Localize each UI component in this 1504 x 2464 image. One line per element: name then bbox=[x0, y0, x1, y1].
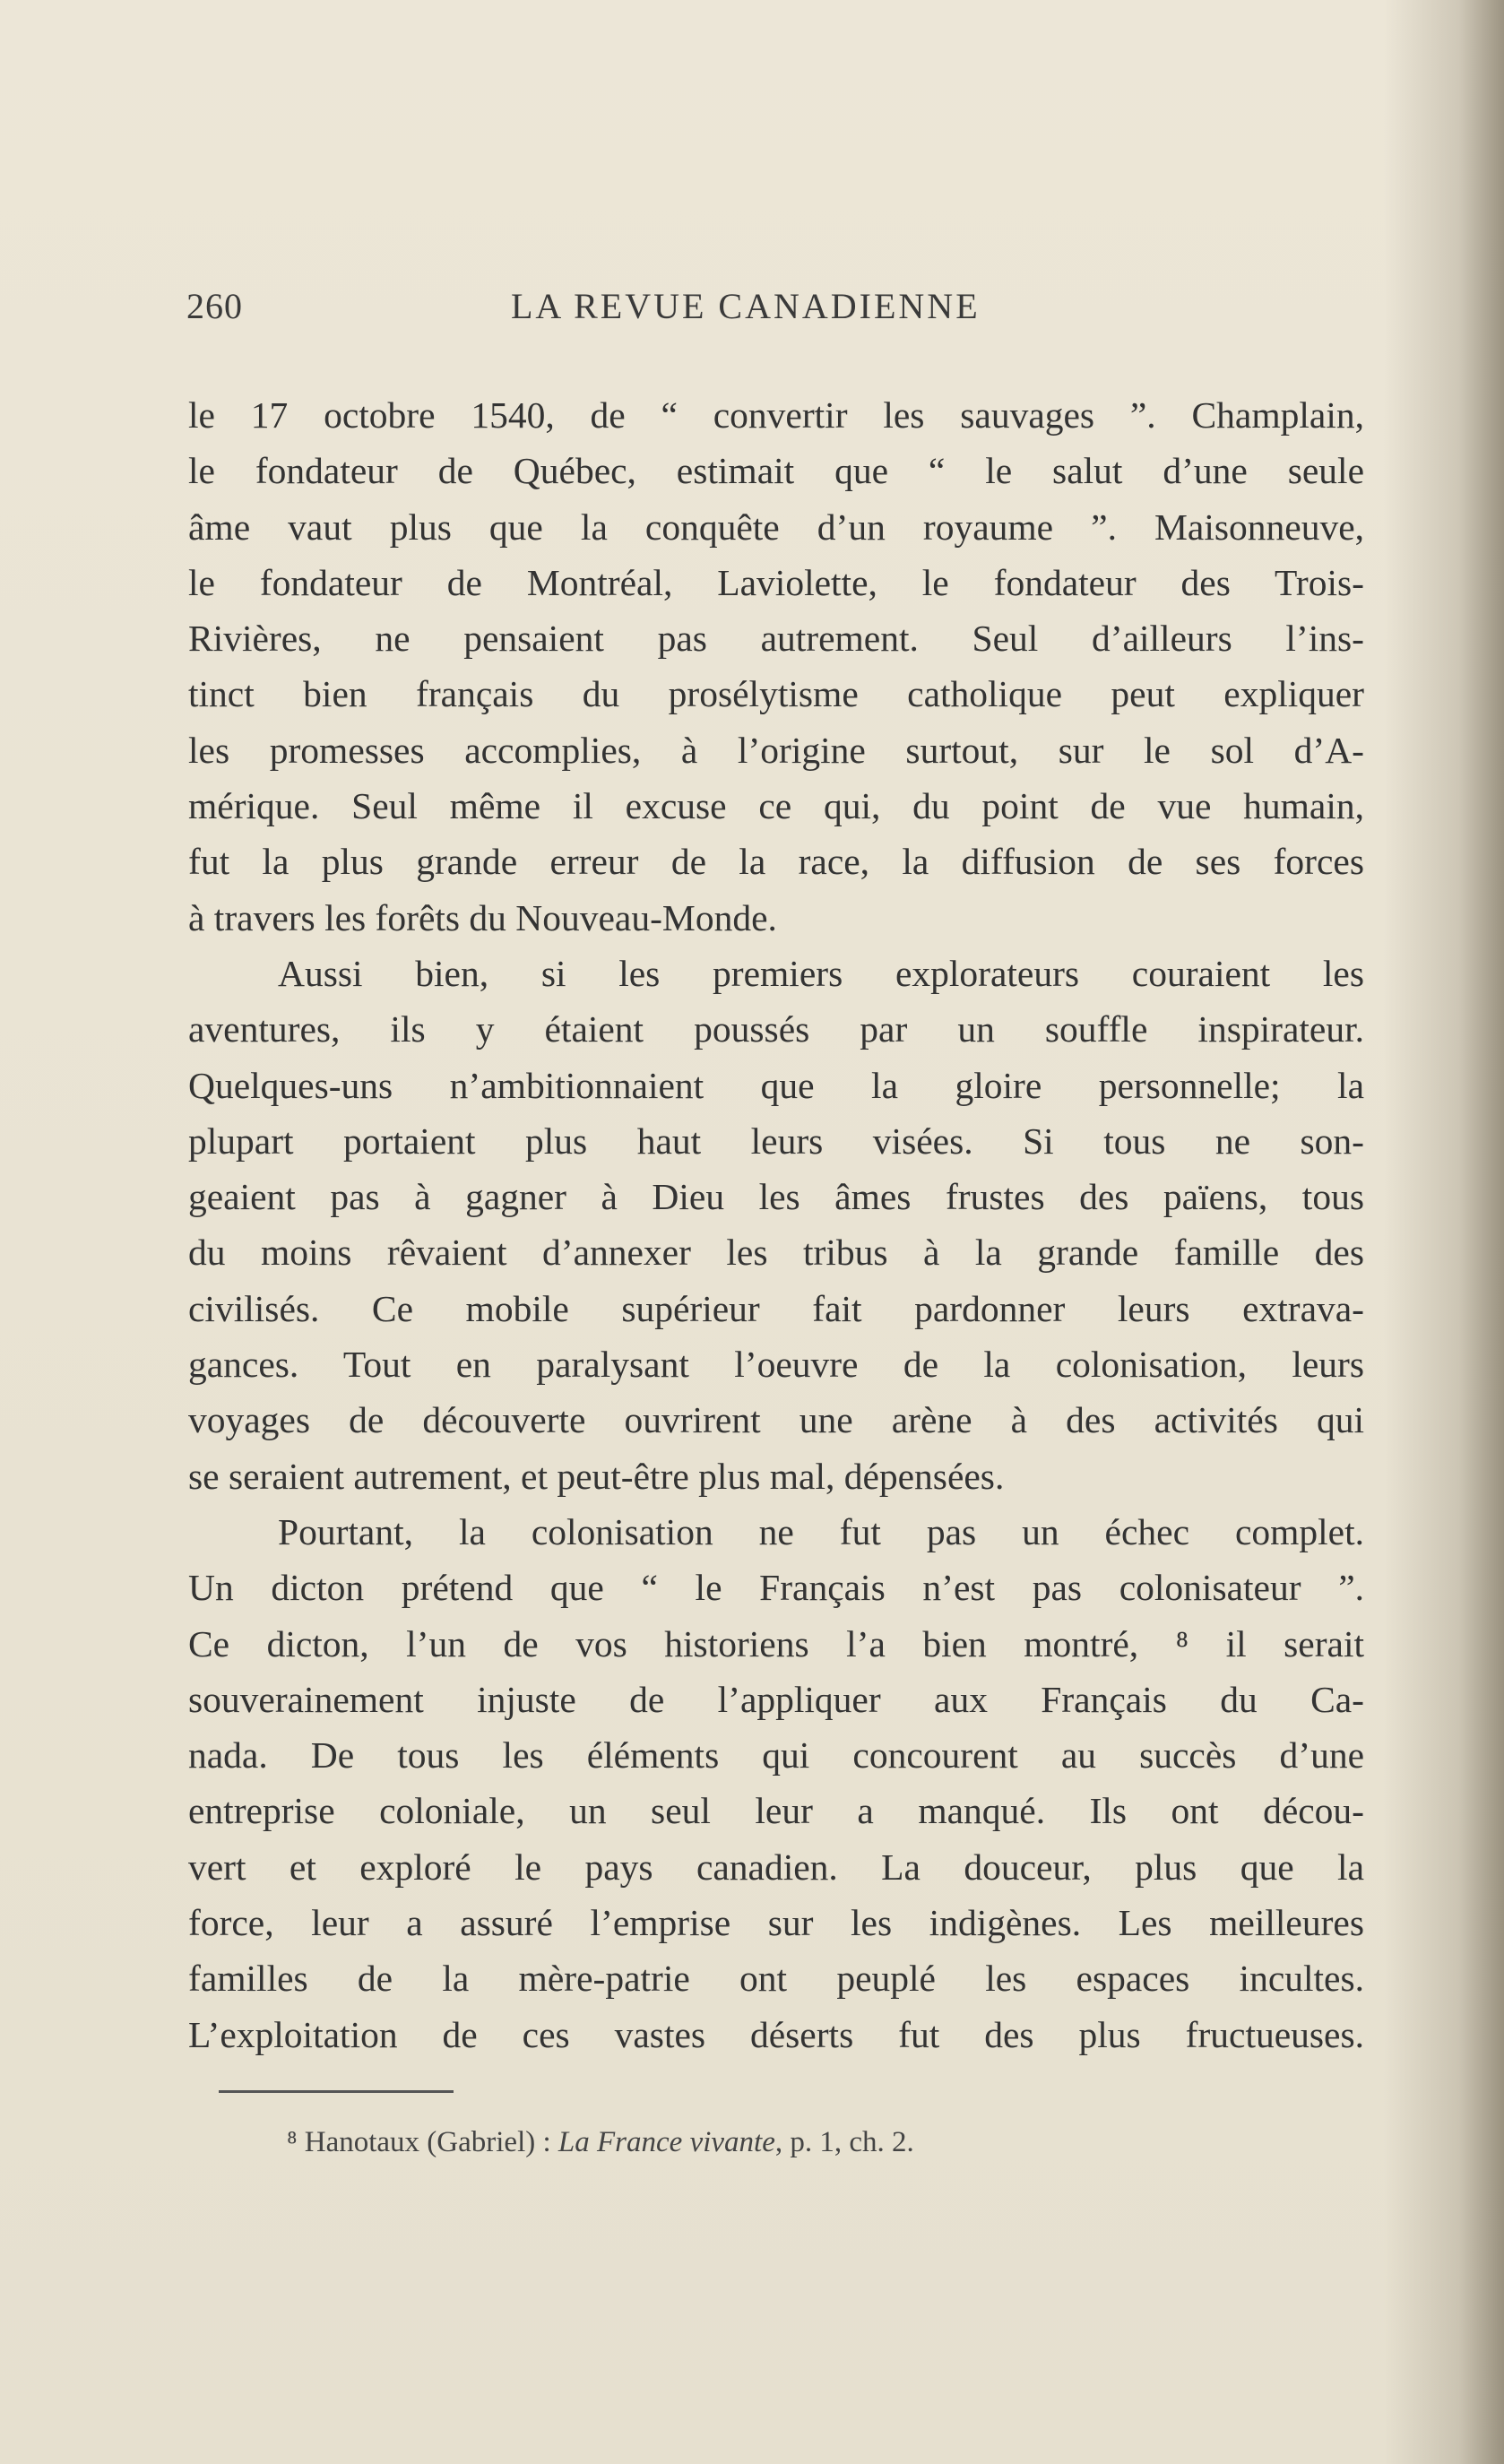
text-line: âme vaut plus que la conquête d’un royaume ”. Maisonneuve, bbox=[188, 506, 1364, 548]
journal-title: LA REVUE CANADIENNE bbox=[511, 286, 981, 326]
text-line: geaient pas à gagner à Dieu les âmes frustes des païens, tous bbox=[188, 1176, 1364, 1218]
text-line: Un dicton prétend que “ le Français n’est pas colonisateur ”. bbox=[188, 1567, 1364, 1609]
text-line: familles de la mère-patrie ont peuplé les espaces incultes. bbox=[188, 1958, 1364, 2000]
text-line: tinct bien français du prosélytisme catholique peut expliquer bbox=[188, 673, 1364, 715]
page-number: 260 bbox=[186, 286, 243, 326]
text-line: le fondateur de Québec, estimait que “ le salut d’une seule bbox=[188, 450, 1364, 492]
text-line: se seraient autrement, et peut-être plus mal, dépensées. bbox=[188, 1455, 1005, 1497]
text-line: vert et exploré le pays canadien. La douceur, plus que la bbox=[188, 1846, 1364, 1888]
text-line: aventures, ils y étaient poussés par un souffle inspirateur. bbox=[188, 1008, 1364, 1050]
text-line: force, leur a assuré l’emprise sur les indigènes. Les meilleures bbox=[188, 1902, 1364, 1944]
paragraph-2 bbox=[188, 946, 1364, 1504]
paragraph-1 bbox=[188, 387, 1364, 946]
text-line: entreprise coloniale, un seul leur a manqué. Ils ont décou- bbox=[188, 1790, 1364, 1832]
text-line: les promesses accomplies, à l’origine surtout, sur le sol d’A- bbox=[188, 729, 1364, 771]
footnote-marker: ⁸ bbox=[287, 2126, 298, 2158]
text-line: le 17 octobre 1540, de “ convertir les sauvages ”. Champlain, bbox=[188, 394, 1364, 436]
text-line: gances. Tout en paralysant l’oeuvre de la colonisation, leurs bbox=[188, 1344, 1364, 1386]
text-line: Ce dicton, l’un de vos historiens l’a bien montré, ⁸ il serait bbox=[188, 1622, 1364, 1664]
text-line: mérique. Seul même il excuse ce qui, du point de vue humain, bbox=[188, 785, 1364, 827]
footnote-divider bbox=[219, 2090, 454, 2093]
text-line: le fondateur de Montréal, Laviolette, le fondateur des Trois- bbox=[188, 561, 1364, 603]
text-line: Pourtant, la colonisation ne fut pas un échec complet. bbox=[278, 1510, 1364, 1552]
text-line: nada. De tous les éléments qui concourent au succès d’une bbox=[188, 1734, 1364, 1777]
footnote bbox=[287, 2126, 914, 2159]
text-line: civilisés. Ce mobile supérieur fait pardonner leurs extrava- bbox=[188, 1287, 1364, 1329]
body-text bbox=[188, 387, 1364, 2062]
text-line: plupart portaient plus haut leurs visées. Si tous ne son- bbox=[188, 1120, 1364, 1162]
text-line: à travers les forêts du Nouveau-Monde. bbox=[188, 896, 777, 938]
text-line: fut la plus grande erreur de la race, la diffusion de ses forces bbox=[188, 841, 1364, 883]
paragraph-3 bbox=[188, 1504, 1364, 2062]
text-line: du moins rêvaient d’annexer les tribus à la grande famille des bbox=[188, 1232, 1364, 1274]
footnote-title: La France vivante bbox=[558, 2126, 775, 2158]
footnote-author: Hanotaux (Gabriel) : bbox=[304, 2126, 558, 2158]
text-line: Quelques-uns n’ambitionnaient que la gloire personnelle; la bbox=[188, 1064, 1364, 1106]
text-line: Aussi bien, si les premiers explorateurs couraient les bbox=[278, 952, 1364, 994]
text-line: souverainement injuste de l’appliquer aux Français du Ca- bbox=[188, 1678, 1364, 1720]
footnote-reference: , p. 1, ch. 2. bbox=[774, 2126, 914, 2158]
text-line: Rivières, ne pensaient pas autrement. Seul d’ailleurs l’ins- bbox=[188, 618, 1364, 660]
text-line: voyages de découverte ouvrirent une arène à des activités qui bbox=[188, 1399, 1364, 1441]
running-head bbox=[186, 285, 1361, 339]
text-line: L’exploitation de ces vastes déserts fut des plus fructueuses. bbox=[188, 2013, 1364, 2055]
